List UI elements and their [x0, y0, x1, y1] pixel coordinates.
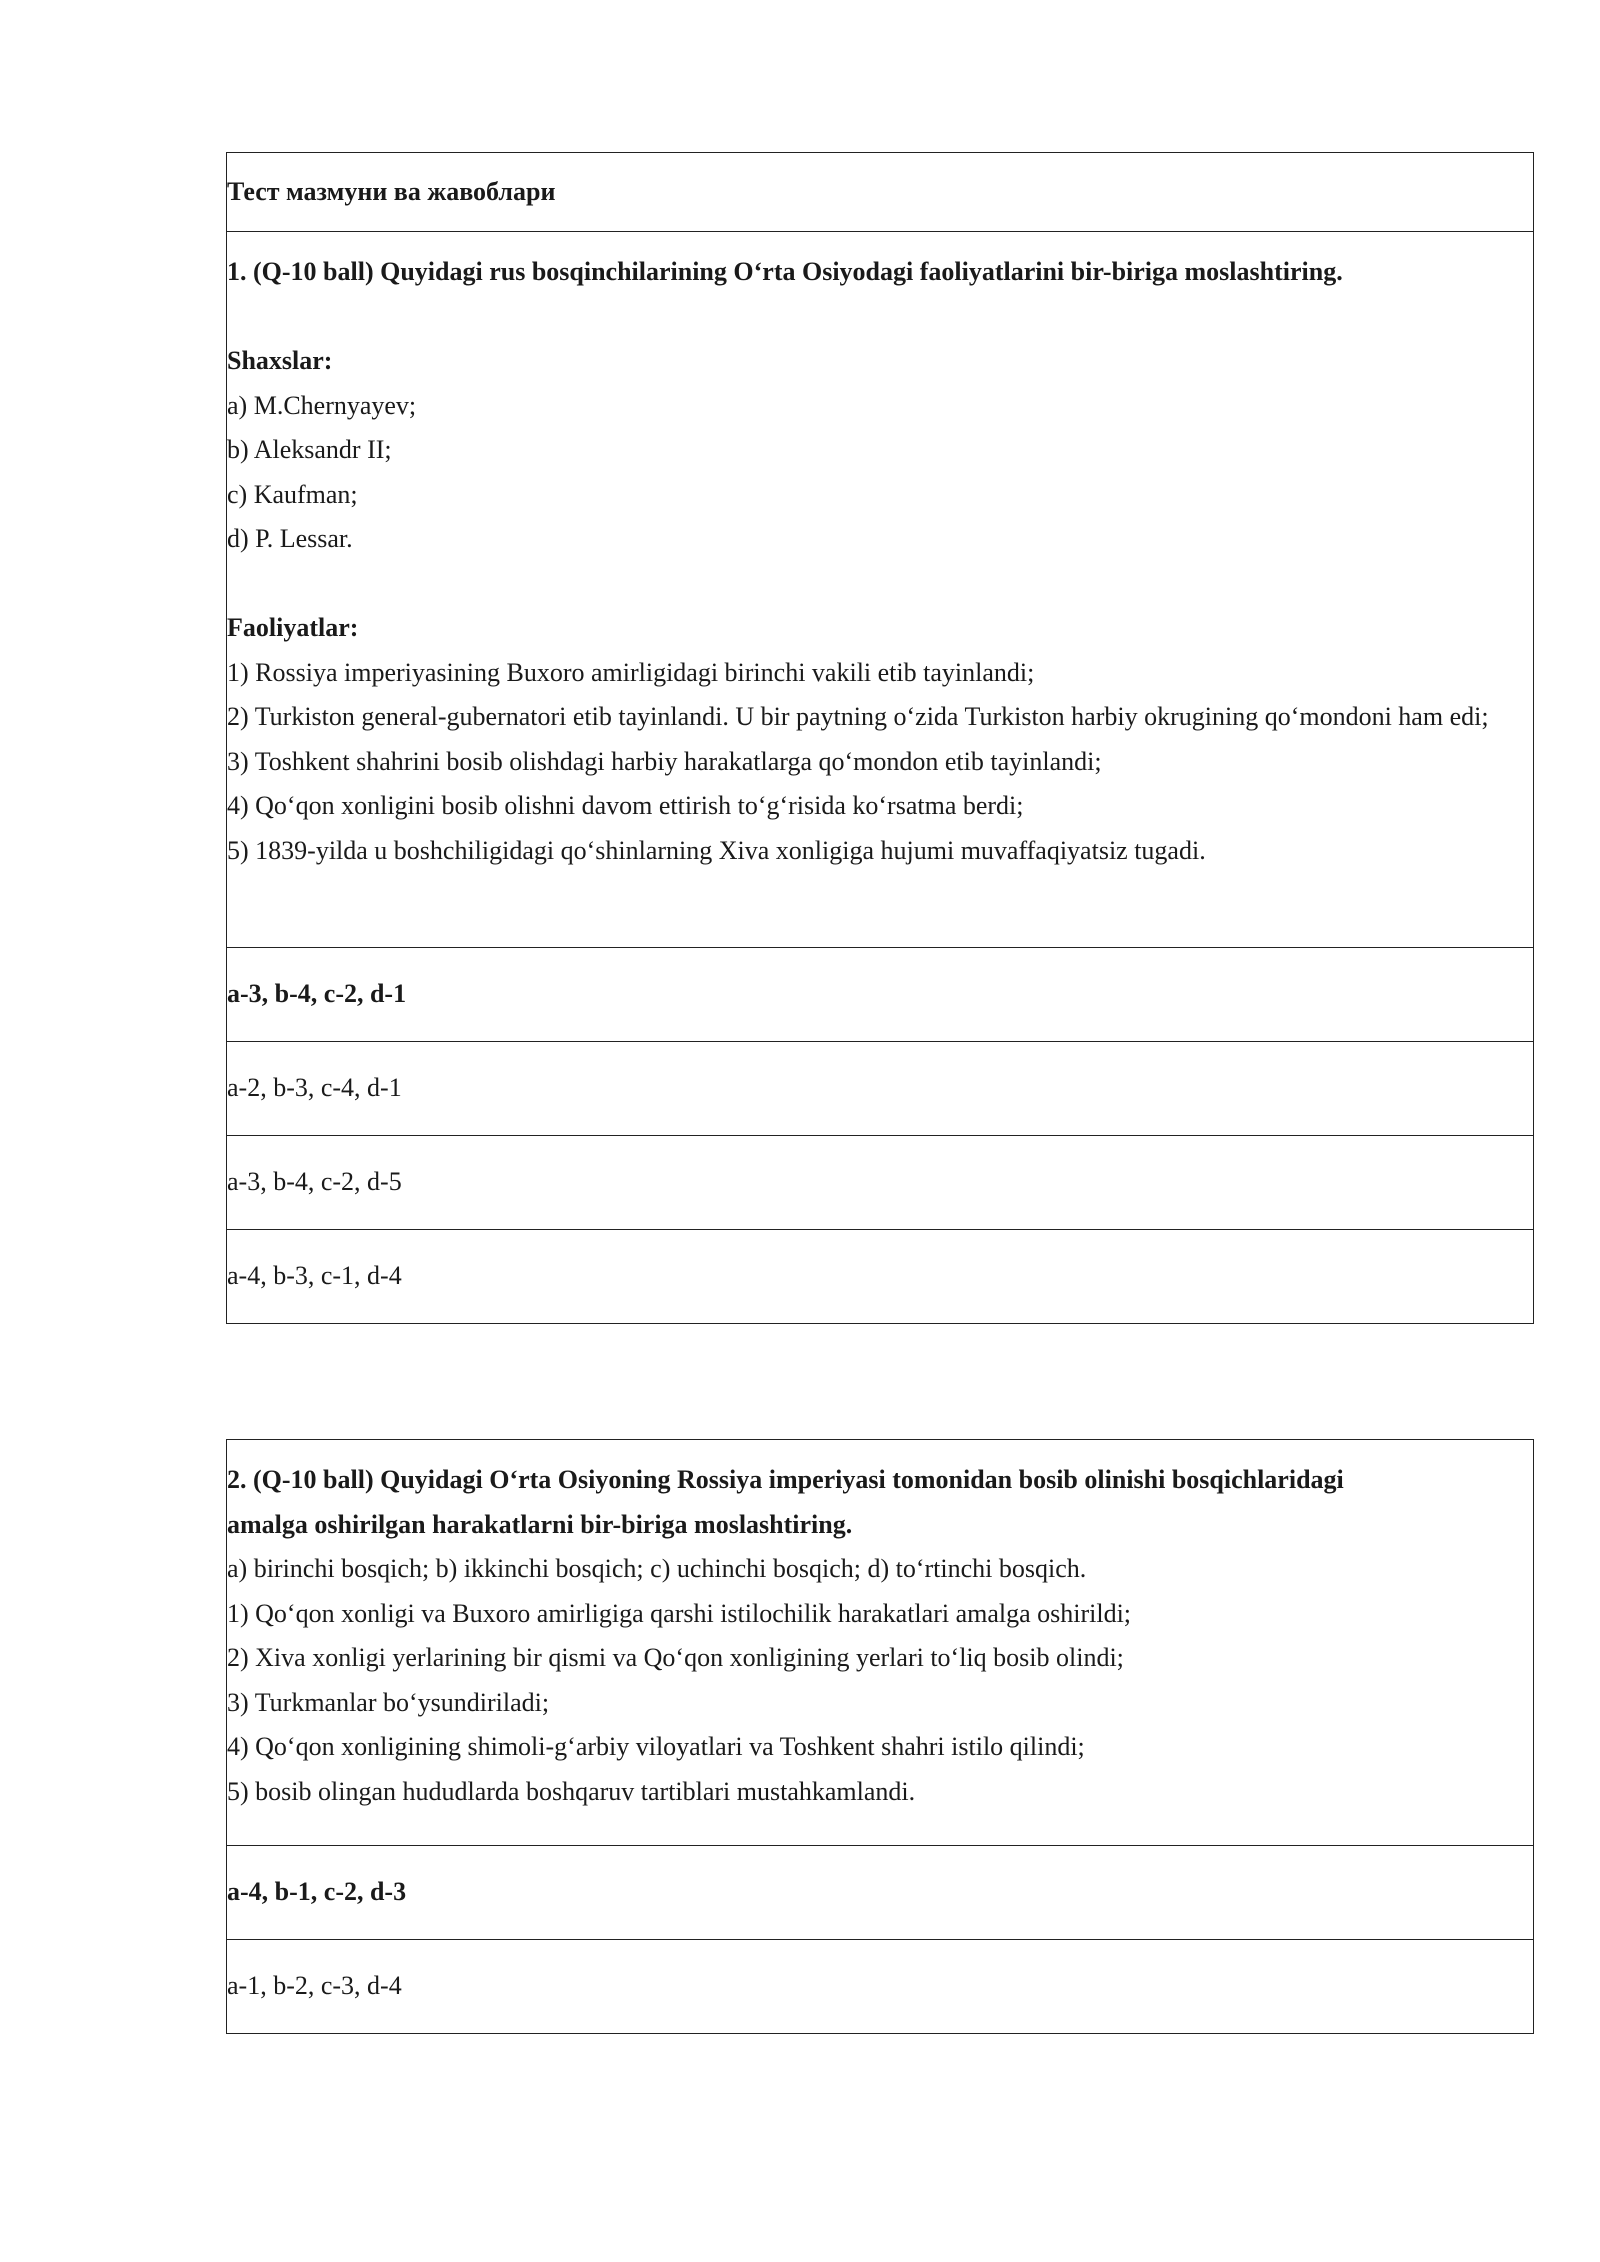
activity-item: 2) Turkiston general-gubernatori etib tayinlandi. U bir paytning o‘zida Turkiston harbiy okrugining qo‘mondoni ham edi; — [227, 702, 1489, 731]
answer-option — [227, 1041, 1533, 1135]
answer-text: a-3, b-4, c-2, d-5 — [227, 1167, 402, 1197]
answer-text: a-4, b-1, c-2, d-3 — [227, 1877, 407, 1907]
answer-text: a-4, b-3, c-1, d-4 — [227, 1261, 402, 1291]
header-title: Тест мазмуни ва жавоблари — [227, 176, 556, 206]
answer-option — [227, 1939, 1533, 2033]
person-item: a) M.Chernyayev; — [227, 390, 417, 420]
activities-heading: Faoliyatlar: — [227, 613, 359, 642]
answer-option-correct — [227, 1845, 1533, 1939]
action-item: 2) Xiva xonligi yerlarining bir qismi va Qo‘qon xonligining yerlari to‘liq bosib olindi; — [227, 1643, 1124, 1672]
answer-text: a-1, b-2, c-3, d-4 — [227, 1971, 402, 2001]
activity-item: 1) Rossiya imperiyasining Buxoro amirligidagi birinchi vakili etib tayinlandi; — [227, 657, 1035, 687]
action-item: 5) bosib olingan hududlarda boshqaruv tartiblari mustahkamlandi. — [227, 1776, 916, 1806]
person-item: d) P. Lessar. — [227, 524, 353, 553]
answer-text: a-2, b-3, c-4, d-1 — [227, 1073, 402, 1103]
activity-item: 5) 1839-yilda u boshchiligidagi qo‘shinlarning Xiva xonligiga hujumi muvaffaqiyatsiz tugadi. — [227, 835, 1206, 865]
activity-item: 3) Toshkent shahrini bosib olishdagi harbiy harakatlarga qo‘mondon etib tayinlandi; — [227, 746, 1102, 776]
question-1-content — [227, 231, 1533, 947]
question-2-title: 2. (Q-10 ball) Quyidagi O‘rta Osiyoning Rossiya imperiyasi tomonidan bosib olinishi bosqichlaridagi — [227, 1465, 1344, 1494]
answer-option — [227, 1135, 1533, 1229]
question-2-content — [227, 1440, 1533, 1845]
person-item: c) Kaufman; — [227, 479, 358, 509]
persons-heading: Shaxslar: — [227, 346, 333, 375]
spacer — [227, 562, 1517, 607]
stages-list: a) birinchi bosqich; b) ikkinchi bosqich; c) uchinchi bosqich; d) to‘rtinchi bosqich. — [227, 1554, 1087, 1583]
table-header — [227, 153, 1533, 231]
action-item: 3) Turkmanlar bo‘ysundiriladi; — [227, 1687, 550, 1717]
person-item: b) Aleksandr II; — [227, 435, 392, 464]
activity-item: 4) Qo‘qon xonligini bosib olishni davom ettirish to‘g‘risida ko‘rsatma berdi; — [227, 791, 1024, 820]
answer-option — [227, 1229, 1533, 1323]
action-item: 4) Qo‘qon xonligining shimoli-g‘arbiy viloyatlari va Toshkent shahri istilo qilindi; — [227, 1732, 1085, 1761]
answer-option-correct — [227, 947, 1533, 1041]
question-2-title-continued: amalga oshirilgan harakatlarni bir-biriga moslashtiring. — [227, 1509, 853, 1539]
action-item: 1) Qo‘qon xonligi va Buxoro amirligiga qarshi istilochilik harakatlari amalga oshirildi; — [227, 1598, 1132, 1628]
answer-text: a-3, b-4, c-2, d-1 — [227, 979, 407, 1009]
spacer — [227, 295, 1517, 340]
question-1-title: 1. (Q-10 ball) Quyidagi rus bosqinchilarining O‘rta Osiyodagi faoliyatlarini bir-biriga moslashtiring. — [227, 257, 1343, 286]
question-2-table — [226, 1439, 1534, 2034]
question-1-table — [226, 152, 1534, 1324]
